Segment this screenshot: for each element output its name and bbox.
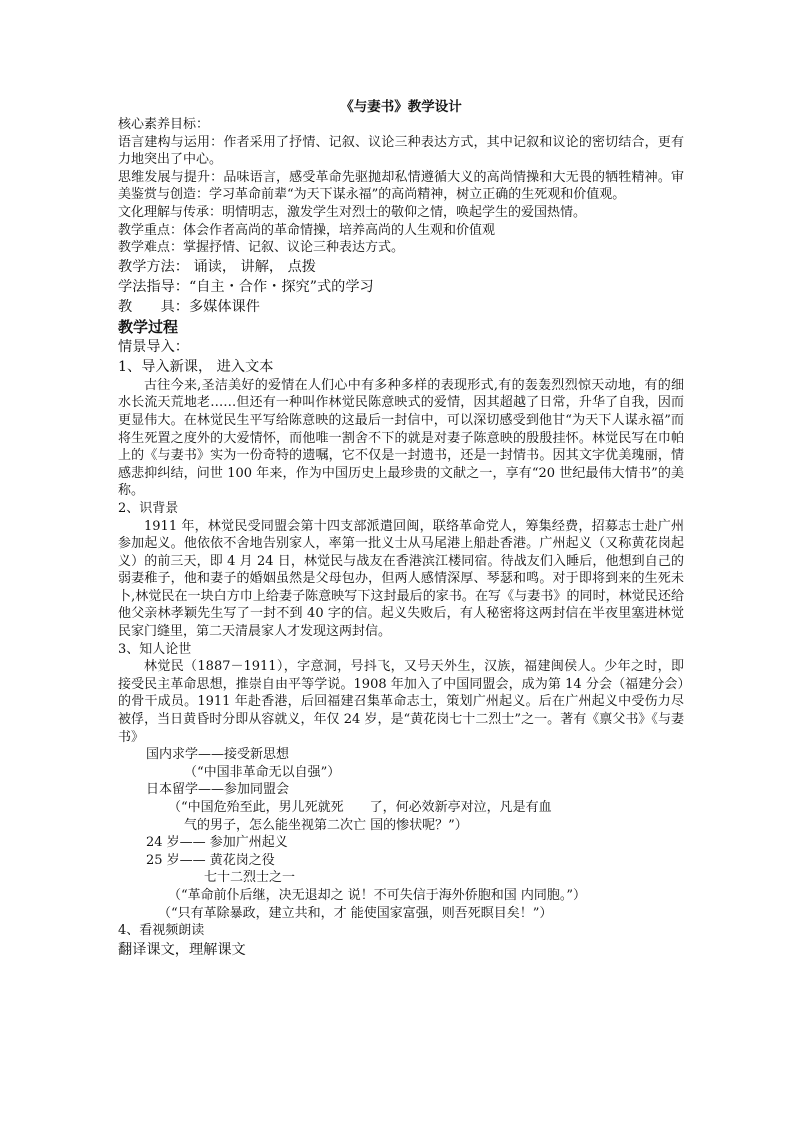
timeline-item: 七十二烈士之一 [204,870,296,886]
timeline-quote: （“中国非革命无以自强”） [184,764,341,780]
teaching-method: 教学方法： 诵读， 讲解， 点拨 [118,258,316,275]
process-heading: 教学过程 [118,317,179,336]
timeline-quote: （“革命前仆后继，决无退却之 说！不可失信于海外侨胞和国 内同胞。”） [168,887,587,903]
key-point: 教学重点：体会作者高尚的革命情操，培养高尚的人生观和价值观 [118,222,496,238]
timeline-item: 25 岁—— 黄花岗之役 [146,852,275,868]
intro-heading: 情景导入： [118,338,189,355]
teaching-tools: 教 具：多媒体课件 [118,298,260,315]
timeline-item: 国内求学——接受新思想 [146,747,290,763]
section-3-heading: 3、知人论世 [118,641,192,657]
paragraph-author: 林觉民（1887－1911），字意洞，号抖飞，又号天外生，汉族，福建闽侯人。少年之时，即接受民主革命思想，推崇自由平等学说。1908 年加入了中国同盟会，成为第 14 分会（福建分会）的骨干成员。1911 年赴香港，后回福建召集革命志士，策划广州起义。后在广州起义中受伤力尽被俘，当日黄昏时分即从容就义，年仅 24 岁，是“黄花岗七十二烈士”之一。著有《禀父书》《与妻书》 [118,659,684,745]
document-title: 《与妻书》教学设计 [340,99,462,115]
timeline-quote: 气的男子，怎么能坐视第二次亡 国的惨状呢？”） [184,817,468,833]
paragraph-background: 1911 年，林觉民受同盟会第十四支部派遣回闽，联络革命党人，筹集经费，招募志士赴广州参加起义。他依依不舍地告别家人，率第一批义士从马尾港上船赴香港。广州起义（又称黄花岗起义）的前三天，即 4 月 24 日，林觉民与战友在香港滨江楼同宿。待战友们入睡后，他想到自己的弱妻稚子，他和妻子的婚姻虽然是父母包办，但两人感情深厚、琴瑟和鸣。对于即将到来的生死未卜,林觉民在一块白方巾上给妻子陈意映写下这封最后的家书。在写《与妻书》的同时，林觉民还给他父亲林孝颖先生写了一封不到 40 字的信。起义失败后，有人秘密将这两封信在半夜里塞进林觉民家门缝里，第二天清晨家人才发现这两封信。 [118,518,684,640]
section-1-heading: 1、导入新课， 进入文本 [118,358,274,375]
goal-culture: 文化理解与传承：明情明志，激发学生对烈士的敬仰之情，唤起学生的爱国热情。 [118,204,587,220]
goal-thinking: 思维发展与提升：品味语言，感受革命先驱抛却私情遵循大义的高尚情操和大无畏的牺牲精神。审美鉴赏与创造：学习革命前辈“为天下谋永福”的高尚精神，树立正确的生死观和价值观。 [118,169,684,203]
paragraph-intro: 古往今来,圣洁美好的爱情在人们心中有多种多样的表现形式,有的轰轰烈烈惊天动地，有的细水长流天荒地老……但还有一种叫作林觉民陈意映式的爱情，因其超越了日常，升华了自我，因而更显伟大。在林觉民生平写给陈意映的这最后一封信中，可以深切感受到他甘“为天下人谋永福”而将生死置之度外的大爱情怀，而他唯一割舍不下的就是对妻子陈意映的殷殷挂怀。林觉民写在巾帕上的《与妻书》实为一份奇特的遗嘱，它不仅是一封遗书，还是一封情书。因其文字优美瑰丽，情感悲抑纠结，问世 100 年来，作为中国历史上最珍贵的文献之一，享有“20 世纪最伟大情书”的美称。 [118,377,684,499]
document-body [118,99,684,960]
section-4-heading: 4、看视频朗读 [118,923,205,939]
difficulty: 教学难点：掌握抒情、记叙、议论三种表达方式。 [118,240,405,256]
goals-heading: 核心素养目标： [118,117,210,132]
closing-line: 翻译课文，理解课文 [118,941,246,958]
timeline-quote: （“中国危殆至此，男儿死就死 了，何必效新亭对泣，凡是有血 [168,800,552,815]
timeline-quote: （“只有革除暴政，建立共和，才 能使国家富强，则吾死瞑目矣！”） [158,905,553,921]
timeline-item: 24 岁—— 参加广州起义 [146,835,288,851]
section-2-heading: 2、识背景 [118,500,179,516]
timeline-item: 日本留学——参加同盟会 [146,782,290,798]
study-guide: 学法指导：“自主・合作・探究”式的学习 [118,278,374,295]
goal-language: 语言建构与运用：作者采用了抒情、记叙、议论三种表达方式，其中记叙和议论的密切结合，更有力地突出了中心。 [118,134,684,168]
